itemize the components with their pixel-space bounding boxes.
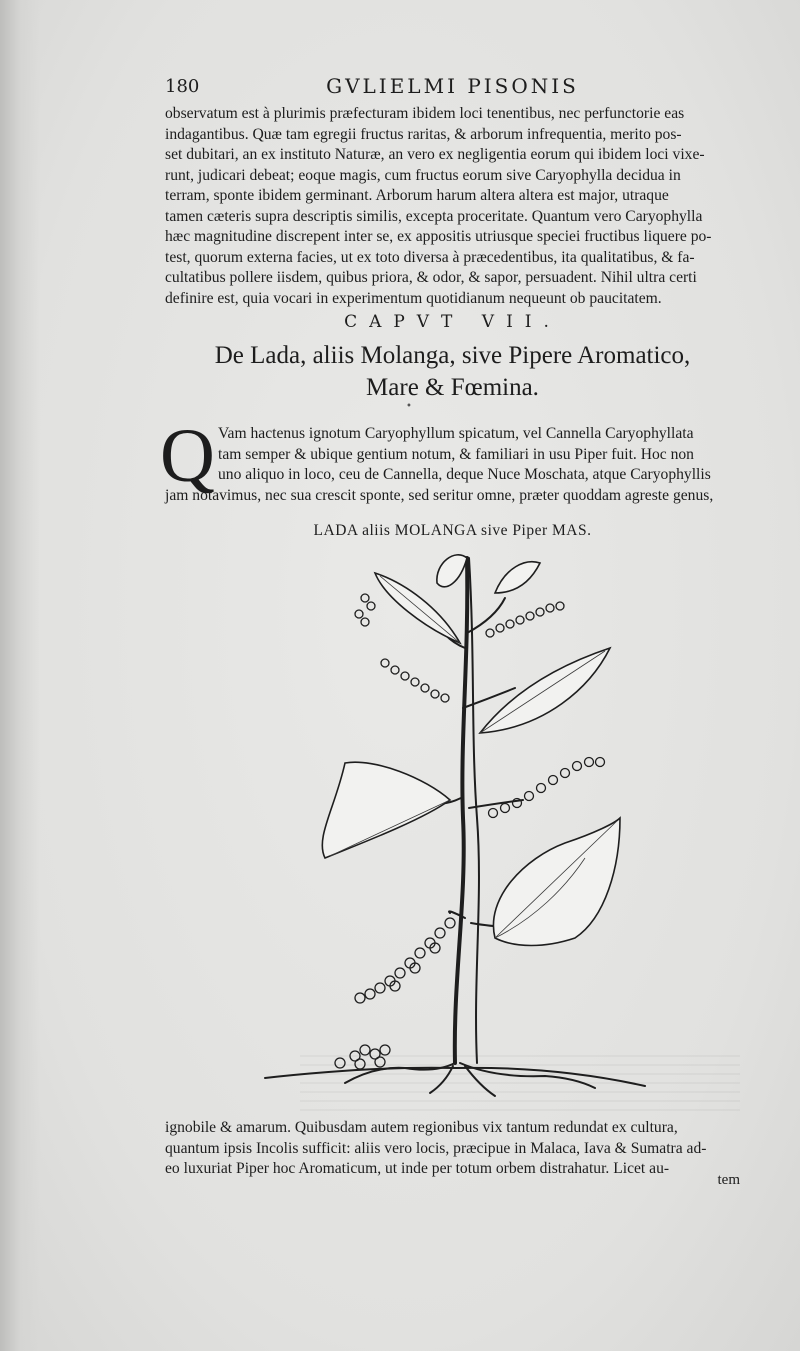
page-header — [165, 74, 740, 102]
stem-icon — [455, 558, 467, 1063]
paragraph-1 — [165, 104, 740, 309]
page-number: 180 — [165, 76, 200, 97]
text-line: runt, judicari debeat; eoque magis, cum fructus eorum sive Caryophylla decidua in — [165, 166, 681, 184]
paragraph-3 — [165, 1118, 740, 1180]
ornament-dot: • — [406, 401, 412, 412]
leaf-icon — [493, 818, 620, 946]
catchword: tem — [717, 1172, 740, 1188]
text-line: observatum est à plurimis præfecturam ibidem loci tenentibus, nec perfunctorie eas — [165, 105, 685, 122]
leaf-icon — [495, 562, 540, 593]
page-gutter-shadow — [0, 0, 40, 1351]
pepper-spike-icon — [486, 602, 564, 637]
pepper-spike-icon — [489, 758, 605, 818]
chapter-title-line-1: De Lada, aliis Molanga, sive Pipere Aromatico, — [214, 342, 691, 369]
text-line: uno aliquo in loco, ceu de Cannella, deque Nuce Moschata, atque Caryophyllis — [218, 466, 711, 483]
pepper-spike-icon — [355, 594, 375, 626]
text-line: cultatibus pollere iisdem, quibus priora, & odor, & sapor, persuadent. Nihil ultra certi — [165, 269, 697, 286]
text-line: terram, sponte ibidem germinant. Arborum harum altera altera est major, utraque — [165, 187, 669, 204]
running-head: GVLIELMI PISONIS — [326, 74, 579, 98]
text-line: set dubitari, an ex instituto Naturæ, an vero ex negligentia eorum qui ibidem loci vixe- — [165, 146, 705, 163]
text-line: indagantibus. Quæ tam egregii fructus raritas, & arborum infrequentia, merito pos- — [165, 125, 682, 143]
pepper-spike-icon — [355, 918, 455, 1003]
text-line: test, quorum externa facies, ut ex toto diversa à præcedentibus, ita qualitatibus, & fa- — [165, 248, 695, 266]
text-line: hæc magnitudine discrepent inter se, ex appositis utriusque speciei fructibus liquere po- — [165, 228, 712, 245]
pepper-spike-icon — [381, 659, 449, 702]
figure-caption: LADA aliis MOLANGA sive Piper MAS. — [313, 522, 592, 539]
chapter-title-line-2: Mare & Fœmina. — [366, 374, 539, 401]
text-line: Vam hactenus ignotum Caryophyllum spicatum, vel Cannella Caryophyllata — [218, 425, 694, 442]
drop-cap: Q — [160, 414, 215, 498]
root-icon — [345, 1063, 455, 1083]
text-line: jam notavimus, nec sua crescit sponte, sed seritur omne, præter quoddam agreste genus, — [165, 486, 714, 504]
leaf-icon — [437, 555, 467, 587]
paragraph-2 — [165, 424, 740, 506]
leaf-icon — [322, 762, 450, 858]
text-line: eo luxuriat Piper hoc Aromaticum, ut inde per totum orbem distrahatur. Licet au- — [165, 1160, 670, 1177]
text-line: definire est, quia vocari in experimentum quotidianum nequeunt ob paucitatem. — [165, 289, 662, 307]
text-line: quantum ipsis Incolis sufficit: aliis vero locis, præcipue in Malaca, Iava & Sumatra ad- — [165, 1139, 707, 1157]
chapter-heading: CAPVT VII. — [344, 312, 561, 332]
ground-line — [265, 1068, 645, 1086]
stem-icon — [469, 558, 479, 1063]
pepper-cluster-icon — [335, 1045, 390, 1069]
pepper-plant-illustration — [255, 538, 655, 1108]
text-line: ignobile & amarum. Quibusdam autem regionibus vix tantum redundat ex cultura, — [165, 1119, 678, 1136]
text-line: tam semper & ubique gentium notum, & familiari in usu Piper fuit. Hoc non — [218, 445, 694, 463]
text-line: tamen cæteris supra descriptis similis, excepta proceritate. Quantum vero Caryophylla — [165, 207, 703, 225]
